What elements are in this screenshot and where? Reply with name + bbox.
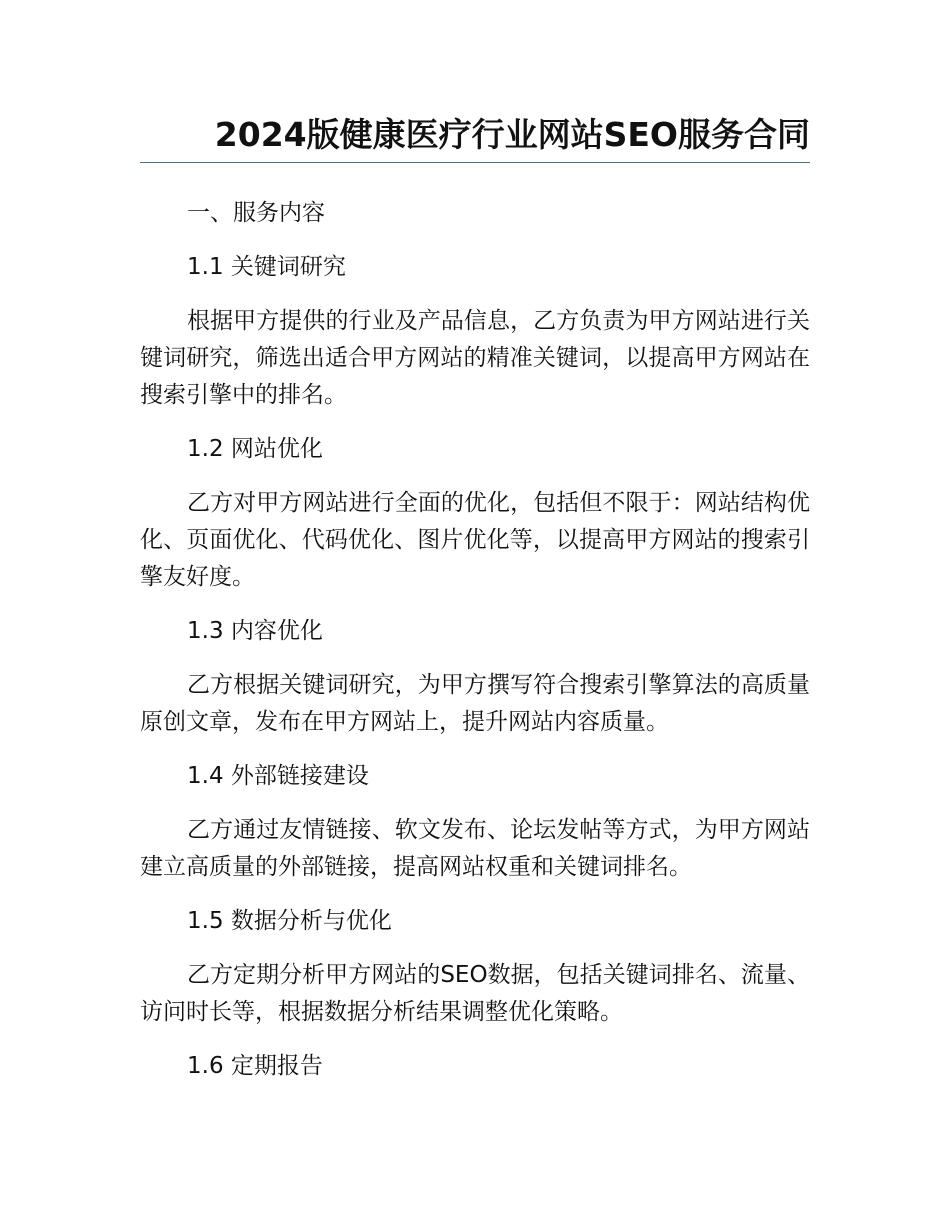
subsection-body-1-1: 根据甲方提供的行业及产品信息，乙方负责为甲方网站进行关键词研究，筛选出适合甲方网站的精准关键词，以提高甲方网站在搜索引擎中的排名。 <box>140 308 810 408</box>
subsection-body-1-3: 乙方根据关键词研究，为甲方撰写符合搜索引擎算法的高质量原创文章，发布在甲方网站上，提升网站内容质量。 <box>140 672 810 735</box>
subsection-heading-1-6: 1.6 定期报告 <box>187 1053 323 1079</box>
document-body <box>140 195 810 1102</box>
subsection-body-1-5: 乙方定期分析甲方网站的SEO数据，包括关键词排名、流量、访问时长等，根据数据分析结果调整优化策略。 <box>140 962 810 1025</box>
section-heading: 一、服务内容 <box>187 200 325 226</box>
subsection-body-1-2: 乙方对甲方网站进行全面的优化，包括但不限于：网站结构优化、页面优化、代码优化、图片优化等，以提高甲方网站的搜索引擎友好度。 <box>140 490 810 590</box>
subsection-heading-1-1: 1.1 关键词研究 <box>187 254 346 280</box>
document-title: 2024版健康医疗行业网站SEO服务合同 <box>214 115 810 154</box>
subsection-heading-1-5: 1.5 数据分析与优化 <box>187 908 392 934</box>
subsection-heading-1-2: 1.2 网站优化 <box>187 436 323 462</box>
title-underline <box>140 162 810 163</box>
subsection-heading-1-3: 1.3 内容优化 <box>187 618 323 644</box>
subsection-body-1-4: 乙方通过友情链接、软文发布、论坛发帖等方式，为甲方网站建立高质量的外部链接，提高网站权重和关键词排名。 <box>140 817 810 880</box>
subsection-heading-1-4: 1.4 外部链接建设 <box>187 763 369 789</box>
